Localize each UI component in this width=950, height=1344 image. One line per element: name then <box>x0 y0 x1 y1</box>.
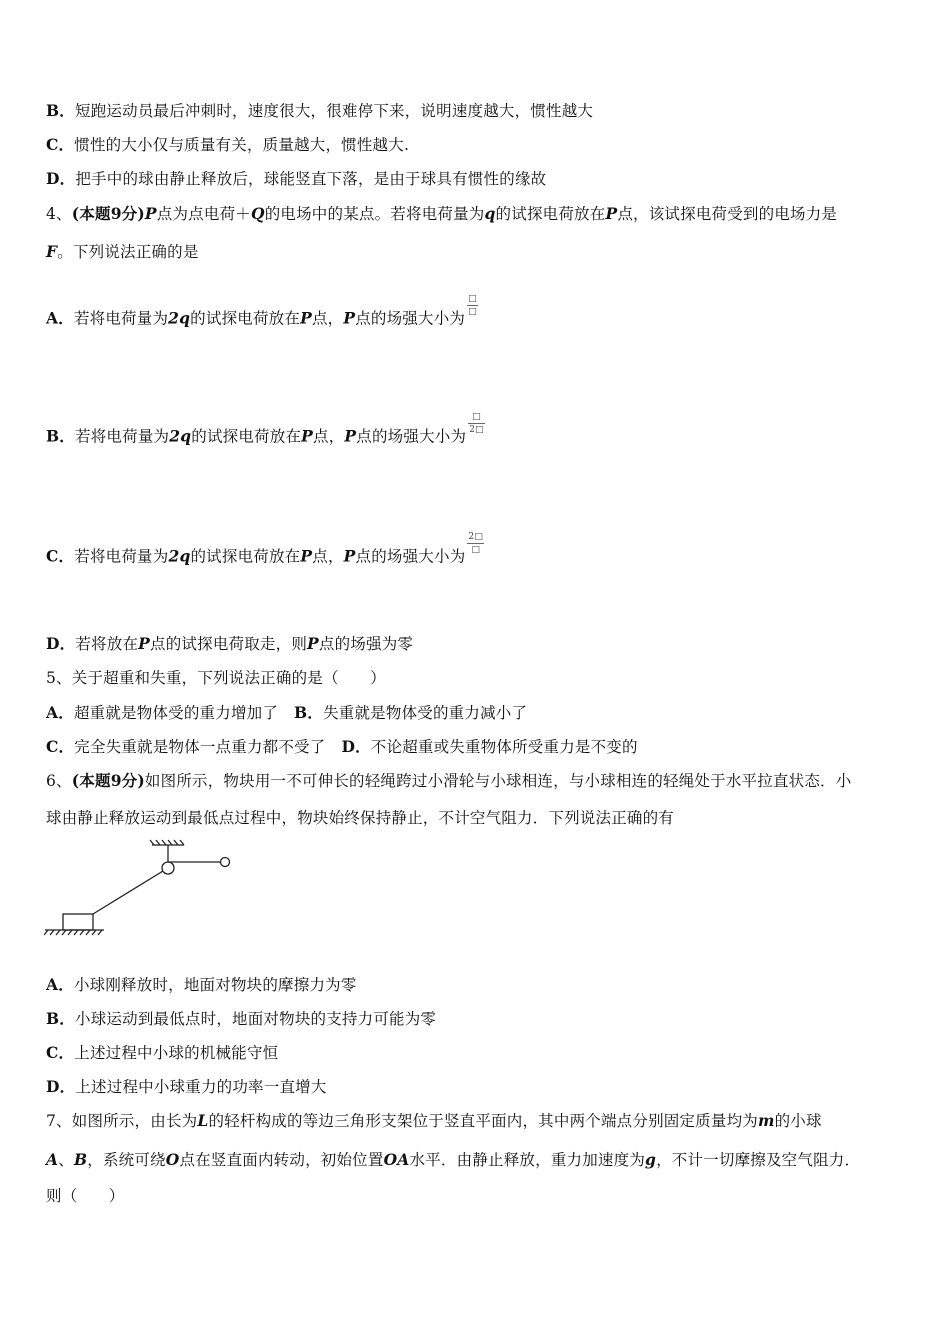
stem-text: 水平．由静止释放，重力加速度为 <box>409 1151 646 1169</box>
var-a: A <box>46 1150 59 1169</box>
option-letter: A． <box>46 308 74 328</box>
option-text: 完全失重就是物体一点重力都不受了 <box>74 738 326 756</box>
option-letter: C． <box>46 737 75 756</box>
question-number: 4、 <box>46 205 72 223</box>
fraction-formula <box>467 294 478 317</box>
ceiling-support <box>150 840 184 862</box>
var-b: B <box>73 1150 88 1169</box>
q6-option-a <box>46 975 357 995</box>
option-letter: A． <box>46 975 74 994</box>
option-text: 上述过程中小球的机械能守恒 <box>74 1044 279 1062</box>
q6-option-b <box>46 1009 436 1029</box>
q4-stem-line-2 <box>46 242 199 262</box>
stem-text: 的试探电荷放在 <box>495 205 606 223</box>
var-2q: 2q <box>168 308 191 328</box>
question-number: 6、 <box>46 772 72 790</box>
stem-text: 点为点电荷＋ <box>156 205 251 223</box>
q4-option-d <box>46 634 413 654</box>
option-text: 的试探电荷放在 <box>191 427 302 446</box>
stem-text: 点，该试探电荷受到的电场力是 <box>617 205 838 223</box>
option-text: 点的试探电荷取走，则 <box>150 635 308 653</box>
option-text: 短跑运动员最后冲刺时，速度很大，很难停下来，说明速度越大，惯性越大 <box>75 102 594 120</box>
option-text: 把手中的球由静止释放后，球能竖直下落，是由于球具有惯性的缘故 <box>75 170 547 188</box>
stem-text: 的电场中的某点。若将电荷量为 <box>264 205 485 223</box>
var-p: P <box>343 308 356 328</box>
option-letter: B． <box>46 1009 76 1028</box>
var-o: O <box>165 1150 180 1169</box>
stem-text: 球由静止释放运动到最低点过程中，物块始终保持静止，不计空气阻力．下列说法正确的有 <box>46 809 675 827</box>
stem-text: 。下列说法正确的是 <box>57 243 199 261</box>
stem-text: 的小球 <box>774 1112 822 1130</box>
fraction-formula <box>468 412 485 435</box>
var-p: P <box>605 204 618 223</box>
stem-text: 点在竖直面内转动，初始位置 <box>179 1151 384 1169</box>
q4-stem-line-1 <box>46 204 837 224</box>
option-letter: A． <box>46 703 74 722</box>
q4-option-c <box>46 532 484 569</box>
option-letter: D． <box>46 169 76 188</box>
var-p: P <box>343 546 356 566</box>
option-text: 点的场强大小为 <box>356 427 467 446</box>
block <box>63 914 93 930</box>
small-ball <box>221 858 230 867</box>
option-text: 点， <box>312 547 344 566</box>
option-text: 点的场强为零 <box>318 635 414 653</box>
option-letter: C． <box>46 546 75 566</box>
option-letter: C． <box>46 1043 75 1062</box>
var-g: g <box>645 1150 657 1169</box>
q6-stem-line-1 <box>46 771 851 791</box>
q6-option-c <box>46 1043 278 1063</box>
option-text: 若将电荷量为 <box>75 427 170 446</box>
option-text: 上述过程中小球重力的功率一直增大 <box>75 1078 327 1096</box>
option-text: 若将放在 <box>75 635 139 653</box>
q3-option-c <box>46 135 409 155</box>
q5-stem <box>46 668 386 688</box>
option-text: 若将电荷量为 <box>74 547 169 566</box>
var-p: P <box>344 426 357 446</box>
q7-stem-line-2 <box>46 1150 860 1170</box>
var-q: q <box>484 204 496 223</box>
var-p: P <box>300 308 312 328</box>
option-letter: B． <box>46 426 76 446</box>
fraction-numerator: □ <box>468 294 477 304</box>
option-letter: D． <box>46 1077 76 1096</box>
option-letter: B． <box>294 703 324 722</box>
q4-option-a <box>46 294 478 331</box>
var-oa: OA <box>383 1150 410 1169</box>
stem-text: ，不计一切摩擦及空气阻力． <box>656 1151 861 1169</box>
q7-stem-line-3 <box>46 1186 125 1206</box>
q5-options-row-2 <box>46 737 638 757</box>
stem-text: 7、如图所示，由长为 <box>46 1112 198 1130</box>
option-text: 点的场强大小为 <box>355 547 466 566</box>
option-text: 的试探电荷放在 <box>190 309 301 328</box>
var-f: F <box>46 242 58 261</box>
option-text: 的试探电荷放在 <box>190 547 301 566</box>
fraction-numerator: □ <box>472 412 481 422</box>
option-text: 小球运动到最低点时，地面对物块的支持力可能为零 <box>75 1010 437 1028</box>
question-score: (本题9分) <box>71 771 145 790</box>
q6-option-d <box>46 1077 327 1097</box>
pulley <box>162 862 174 874</box>
option-text: 点的场强大小为 <box>355 309 466 328</box>
fraction-formula <box>467 532 484 555</box>
var-p: P <box>144 204 157 223</box>
q3-option-d <box>46 169 546 189</box>
q5-options-row-1 <box>46 703 527 723</box>
stem-text: 5、关于超重和失重，下列说法正确的是（ ） <box>46 669 386 687</box>
option-text: 小球刚释放时，地面对物块的摩擦力为零 <box>73 976 357 994</box>
question-score: (本题9分) <box>71 204 145 223</box>
option-text: 超重就是物体受的重力增加了 <box>73 704 279 722</box>
var-p: P <box>138 634 151 653</box>
stem-text: 如图所示，物块用一不可伸长的轻绳跨过小滑轮与小球相连，与小球相连的轻绳处于水平拉直状态．小 <box>144 772 852 790</box>
slanted-rope <box>93 871 163 914</box>
option-letter: D． <box>46 634 76 653</box>
fraction-bar <box>468 423 485 424</box>
fraction-numerator: 2□ <box>468 532 484 542</box>
option-text: 失重就是物体受的重力减小了 <box>323 704 528 722</box>
option-letter: C． <box>46 135 75 154</box>
option-text: 惯性的大小仅与质量有关，质量越大，惯性越大. <box>74 136 410 154</box>
fraction-bar <box>467 543 484 544</box>
q7-stem-line-1 <box>46 1111 822 1131</box>
stem-text: ，系统可绕 <box>87 1151 166 1169</box>
var-p: P <box>300 546 313 566</box>
option-text: 点， <box>311 309 344 328</box>
q4-option-b <box>46 412 485 449</box>
fraction-bar <box>467 305 478 306</box>
var-q-charge: Q <box>250 204 265 223</box>
var-2q: 2q <box>169 426 192 446</box>
option-text: 不论超重或失重物体所受重力是不变的 <box>370 738 638 756</box>
option-letter: B． <box>46 101 76 120</box>
stem-text: 、 <box>58 1151 74 1169</box>
q6-stem-line-2 <box>46 808 674 828</box>
stem-text: 则（ ） <box>46 1187 125 1205</box>
fraction-denominator: □ <box>468 307 477 317</box>
var-p: P <box>307 634 319 653</box>
q3-option-b <box>46 101 593 121</box>
var-2q: 2q <box>168 546 191 566</box>
option-letter: D． <box>341 737 371 756</box>
pulley-block-ball-diagram <box>44 838 244 938</box>
option-text: 点， <box>313 427 345 446</box>
option-text: 若将电荷量为 <box>73 309 169 328</box>
var-l: L <box>197 1111 209 1130</box>
fraction-denominator: □ <box>471 545 481 555</box>
stem-text: 的轻杆构成的等边三角形支架位于竖直平面内，其中两个端点分别固定质量均为 <box>208 1112 758 1130</box>
var-m: m <box>758 1111 775 1130</box>
var-p: P <box>301 426 314 446</box>
fraction-denominator: 2□ <box>469 425 484 435</box>
ground <box>44 930 104 935</box>
